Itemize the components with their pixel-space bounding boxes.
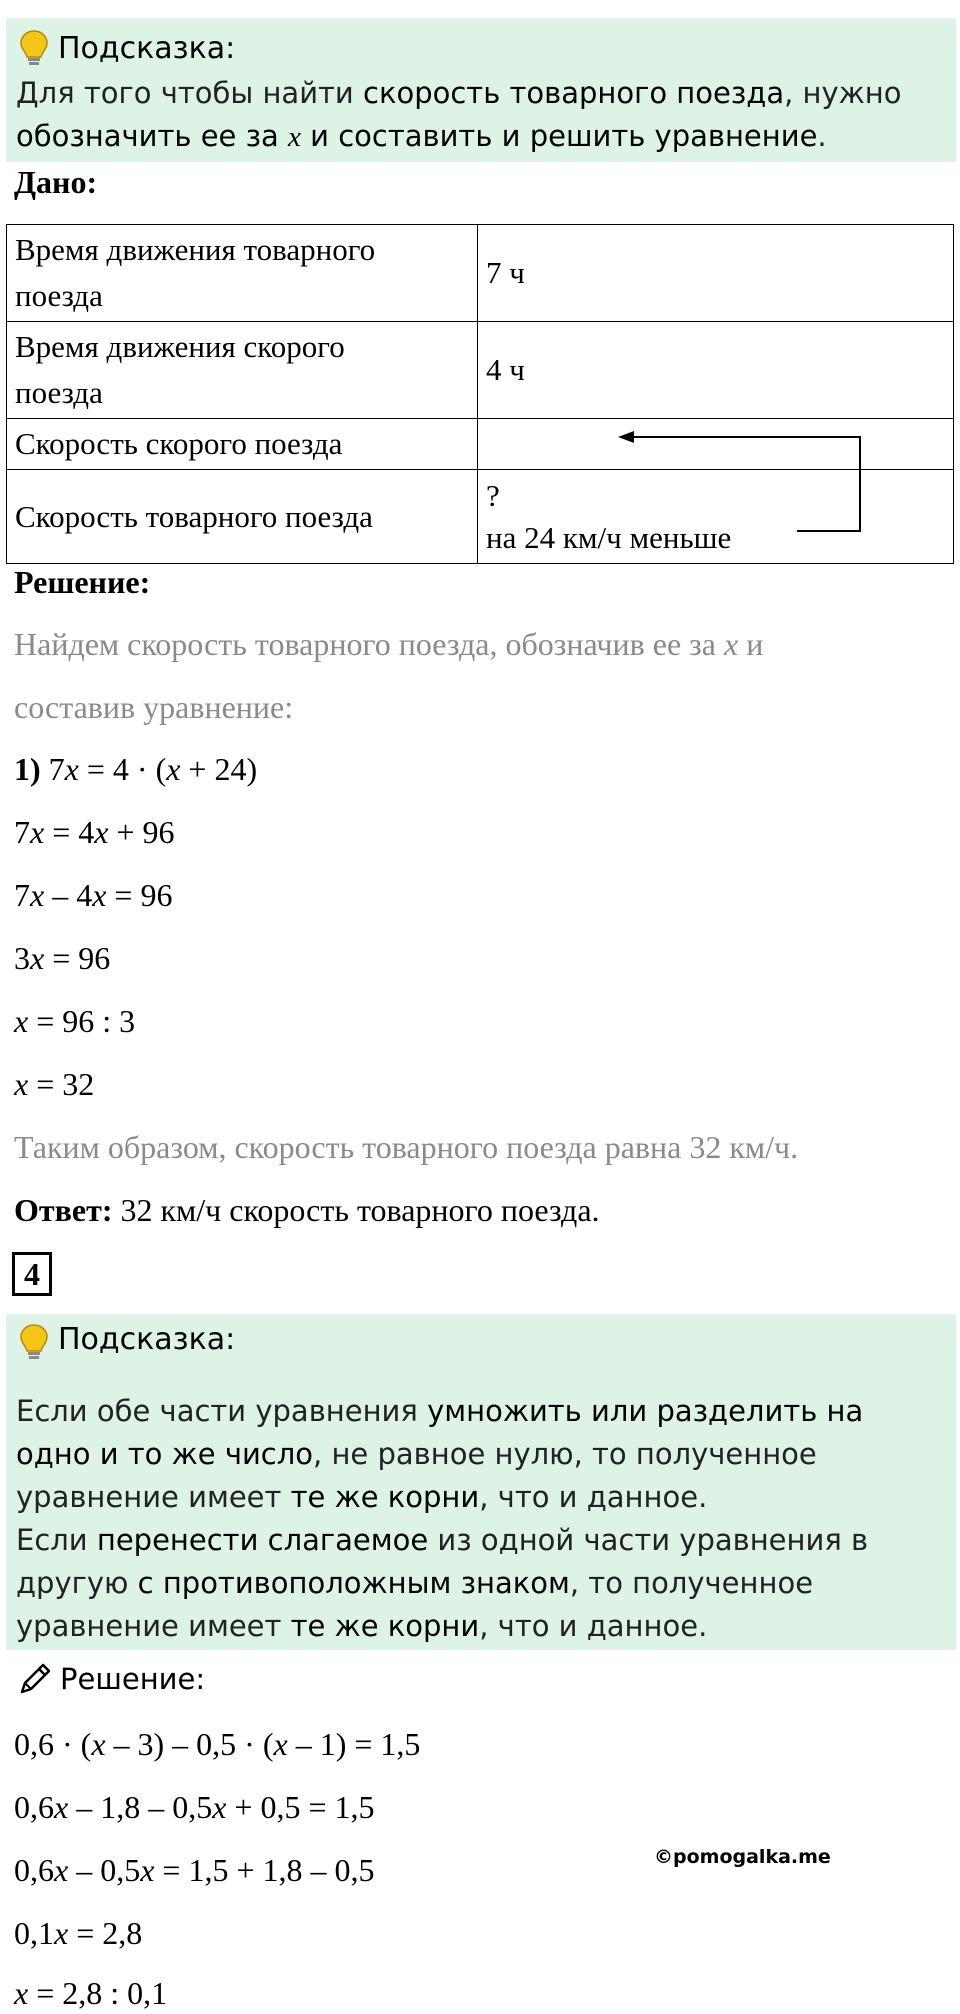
given-table xyxy=(6,224,954,564)
intro-text: и xyxy=(738,626,764,662)
hint-variable: x xyxy=(288,121,301,153)
unknown-mark: ? xyxy=(486,477,500,513)
hint-text-part: , нужно xyxy=(784,76,902,110)
intro-text: Найдем скорость товарного поезда, обозначив ее за xyxy=(14,626,724,662)
relation-note: на 24 км/ч меньше xyxy=(486,519,732,555)
table-cell-value xyxy=(478,470,954,564)
table-cell-label: Скорость товарного поезда xyxy=(7,470,478,564)
solution-2-header xyxy=(16,1660,205,1698)
equation-line: 7x – 4x = 96 xyxy=(14,877,173,913)
table-row xyxy=(7,322,954,419)
task-number: 4 xyxy=(12,1252,52,1296)
lightbulb-icon xyxy=(18,28,50,68)
hint-title: Подсказка: xyxy=(58,1322,236,1357)
hint-emphasis: с противоположным знаком xyxy=(137,1566,570,1600)
hint-title: Подсказка: xyxy=(58,30,236,66)
equation-line: 0,6x – 0,5x = 1,5 + 1,8 – 0,5 xyxy=(14,1852,375,1888)
watermark: ©pomogalka.me xyxy=(654,1846,831,1868)
hint-title-row xyxy=(6,18,956,70)
table-cell-value: 4 ч xyxy=(478,322,954,419)
hint-box-1 xyxy=(6,18,956,162)
solution-intro xyxy=(14,626,763,663)
table-row xyxy=(7,225,954,322)
table-cell-label: Скорость скорого поезда xyxy=(7,419,478,470)
hint-text xyxy=(6,1382,956,1648)
hint-text xyxy=(6,70,956,159)
equation-line: 0,6 · (x – 3) – 0,5 · (x – 1) = 1,5 xyxy=(14,1726,421,1762)
answer-text: 32 км/ч скорость товарного поезда. xyxy=(112,1192,600,1228)
equation-line: 3x = 96 xyxy=(14,940,111,976)
hint-emphasis: и составить и решить уравнение xyxy=(300,119,818,153)
pencil-icon xyxy=(16,1660,54,1698)
equation-line: 0,6x – 1,8 – 0,5x + 0,5 = 1,5 xyxy=(14,1789,375,1825)
hint-box-2 xyxy=(6,1314,956,1650)
answer xyxy=(14,1192,600,1229)
hint-text-part: , не равное нулю, то полученное уравнение имеет xyxy=(16,1437,817,1514)
hint-text-part: Если xyxy=(16,1523,97,1557)
equation-text: 7x = 4 · (x + 24) xyxy=(48,751,258,787)
table-row xyxy=(7,470,954,564)
intro-variable: x xyxy=(723,626,739,662)
hint-text-part: из одной части уравнения в другую xyxy=(16,1523,869,1600)
table-cell-value: 7 ч xyxy=(478,225,954,322)
table-row xyxy=(7,419,954,470)
hint-emphasis: те же корни xyxy=(290,1480,480,1514)
step-number: 1) xyxy=(14,751,41,787)
equation-line: 0,1x = 2,8 xyxy=(14,1915,143,1951)
answer-label: Ответ: xyxy=(14,1192,113,1228)
solution-2-title: Решение: xyxy=(60,1662,206,1696)
hint-emphasis: те же корни xyxy=(290,1609,480,1643)
solution-title: Решение: xyxy=(14,564,151,600)
equation-line: x = 2,8 : 0,1 xyxy=(14,1975,168,2011)
table-cell-value xyxy=(478,419,954,470)
hint-text-part: , что и данное. xyxy=(479,1480,708,1514)
hint-emphasis: перенести слагаемое xyxy=(96,1523,429,1557)
equation-line xyxy=(14,751,257,788)
conclusion: Таким образом, скорость товарного поезда равна 32 км/ч. xyxy=(14,1129,799,1165)
hint-text-part: . xyxy=(817,119,827,153)
hint-title-row xyxy=(6,1314,956,1382)
hint-emphasis: обозначить ее за xyxy=(16,119,289,153)
hint-emphasis: скорость товарного поезда xyxy=(363,76,785,110)
equation-line: x = 32 xyxy=(14,1066,95,1102)
solution-intro-cont: составив уравнение: xyxy=(14,689,294,725)
equation-line: x = 96 : 3 xyxy=(14,1003,136,1039)
hint-text-part: Если обе части уравнения xyxy=(16,1394,428,1428)
hint-text-part: , что и данное. xyxy=(479,1609,708,1643)
hint-text-part: , то полученное уравнение имеет xyxy=(16,1566,814,1643)
hint-emphasis: умножить или разделить на одно и то же число xyxy=(16,1394,864,1471)
given-title: Дано: xyxy=(14,164,98,200)
lightbulb-icon xyxy=(18,1322,50,1362)
table-cell-label: Время движения скорого поезда xyxy=(7,322,478,419)
table-cell-label: Время движения товарного поезда xyxy=(7,225,478,322)
equation-line: 7x = 4x + 96 xyxy=(14,814,175,850)
hint-text-part: Для того чтобы найти xyxy=(16,76,363,110)
